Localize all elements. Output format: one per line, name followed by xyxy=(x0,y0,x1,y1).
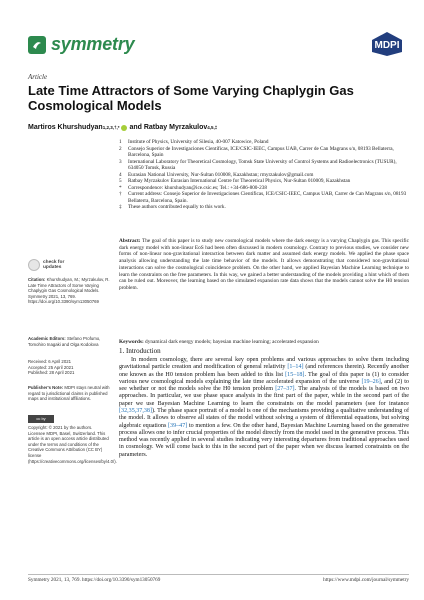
journal-name: symmetry xyxy=(51,34,135,54)
journal-header xyxy=(28,34,134,55)
publisher-note-text: MDPI stays neutral with regard to jurisdictional claims in published maps and institutional affiliations. xyxy=(28,385,110,402)
citation-link[interactable]: [32,35,37,38] xyxy=(119,407,153,414)
updates-label: updates xyxy=(43,265,62,270)
keywords xyxy=(119,339,409,346)
citation-block xyxy=(28,277,110,305)
affiliation-item: 5 Ratbay Myrzakulov Eurasian International Centre for Theoretical Physics, Nur-Sultan 010009, Kazakhstan xyxy=(119,178,351,184)
author-line xyxy=(28,124,217,131)
author-conjunction: and xyxy=(129,124,142,131)
affiliations xyxy=(119,139,409,211)
affiliation-item: 2 Consejo Superior de Investigaciones Científicas, ICE/CSIC-IEEC, Campus UAB, Carrer de Can Magrans s/n, 08193 Bellaterra, Barcelona, Spain xyxy=(119,145,394,158)
citation-label: Citation: xyxy=(28,277,46,282)
keywords-text: dynamical dark energy models; bayesian machine learning; accelerated expansion xyxy=(145,339,319,345)
author-marks: 4,5,‡ xyxy=(207,125,218,130)
svg-text:MDPI: MDPI xyxy=(374,40,400,51)
publisher-note xyxy=(28,385,110,402)
updates-icon xyxy=(28,259,40,271)
abstract-text: The goal of this paper is to study new cosmological models where the dark energy is a varying Chaplygin gas. This specific dark energy model with non-linear EoS had been often discussed in modern cosmology. Contrary to previous studies, we consider new forms of non-linear non-gravitational interaction between dark matter and assumed dark energy models. We applied the phase space analysis allowing understanding the late time behavior of the models. It allows demonstrating that considered non-gravitational interactions can solve the cosmological coincidence problem. On the other hand, we applied Bayesian Machine Learning technique to learn the constraints on the free parameters. In this way, we gained a better understanding of the models providing a hint which of them can be ruled out. Moreover, the learning based on the simulated expansion rate data shows that the models cannot solve the H0 tension problem. xyxy=(119,238,409,291)
copyright-text: Copyright: © 2021 by the authors. Licensee MDPI, Basel, Switzerland. This article is an open access article distributed under the terms and conditions of the Creative Commons Attribution (CC BY) license (https://creativecommons.org/licenses/by/4.0/). xyxy=(28,425,117,464)
section-heading: 1. Introduction xyxy=(119,347,161,355)
citation-link[interactable]: [27–37] xyxy=(275,386,295,393)
citation-link[interactable]: [1–14] xyxy=(287,364,304,371)
keywords-label: Keywords: xyxy=(119,339,144,345)
article-type: Article xyxy=(28,73,48,81)
journal-logo-icon xyxy=(28,36,46,54)
footer-divider xyxy=(28,574,409,575)
editors-text: Stefano Profumo, Tomohiro Inagaki and Olga Kodolova xyxy=(28,336,101,347)
citation-link[interactable]: [19–26] xyxy=(361,378,381,385)
affiliation-item: * Correspondence: khurshudyan@ice.csic.es; Tel.: +34-686-800-238 xyxy=(119,184,267,191)
publisher-note-label: Publisher's Note: xyxy=(28,385,64,390)
editors-label: Academic Editors: xyxy=(28,336,66,341)
affiliation-item: ‡ These authors contributed equally to this work. xyxy=(119,204,226,210)
date-published: Published: 28 April 2021 xyxy=(28,370,75,376)
affiliation-item: 4 Eurasian National University, Nur-Sultan 010008, Kazakhstan; rmyrzakulov@gmail.com xyxy=(119,171,314,178)
author-name[interactable]: Ratbay Myrzakulov xyxy=(143,124,208,131)
author-name[interactable]: Martiros Khurshudyan xyxy=(28,124,103,131)
author-marks: 1,2,3,†,* xyxy=(102,125,120,130)
editors-block xyxy=(28,336,110,347)
cc-license-icon[interactable]: cc by xyxy=(28,415,54,423)
citation-text[interactable]: Khurshudyan, M.; Myrzakulov, R. Late Time Attractors of Some Varying Chaplygin Gas Cosmological Models. Symmetry 2021, 13, 769. https://doi.org/10.3390/sym13050769 xyxy=(28,277,110,305)
introduction-body xyxy=(119,357,409,459)
mdpi-logo-icon xyxy=(370,31,404,57)
citation-link[interactable]: [15–18] xyxy=(285,371,305,378)
date-accepted: Accepted: 25 April 2021 xyxy=(28,364,74,370)
affiliation-item: 3 International Laboratory for Theoretical Cosmology, Tomsk State University of Control Systems and Radioelectronics (TUSUR), 634050 Tomsk, Russia xyxy=(119,158,397,171)
copyright-block xyxy=(28,415,117,464)
footer-citation[interactable]: Symmetry 2021, 13, 769. https://doi.org/10.3390/sym13050769 xyxy=(28,577,161,583)
footer-journal-url[interactable]: https://www.mdpi.com/journal/symmetry xyxy=(323,577,409,583)
updates-label: check for xyxy=(43,259,65,265)
abstract-label: Abstract: xyxy=(119,238,141,244)
citation-link[interactable]: [39–47] xyxy=(168,422,188,429)
affiliation-item: † Current address: Consejo Superior de Investigaciones Científicas, ICE/CSIC-IEEC, Campus UAB, Carrer de Can Magrans s/n, 08193 Bellaterra, Barcelona, Spain. xyxy=(119,191,407,204)
paper-title: Late Time Attractors of Some Varying Chaplygin Gas Cosmological Models xyxy=(28,83,354,113)
check-for-updates-button[interactable] xyxy=(28,259,64,271)
paragraph: In modern cosmology, there are several key open problems and various approaches to solve them including gravitational particle creation and modification of general relativity [1–14] (and references therein). Recently another one known as the H0 tension problem has been added to this list [15–18]. The goal of this paper is (1) to consider various new cosmological models explaining the late time accelerated expansion of the universe [19–26], and (2) to see whether or not the models solve the H0 tension problem [27–37]. The analysis of the models is based on two approaches. In particular, we use phase space analysis in the first part of the paper, while in the second part of the paper we use Bayesian Machine Learning to learn the constraints on the model parameters (see for instance [32,35,37,38]). The phase space portrait of a model is one of the mechanisms providing a qualitative understanding of the model. It allows to observe all states of the model without solving a system of differential equations, but solving algebraic equations [39–47] to mention a few. On the other hand, Bayesian Machine Learning based on the generative process allows one to infer crucial properties of the model directly from the model used in the generative process. This method was recently applied in several studies indicating very interesting departures from traditional approaches used in cosmology. We will come back to this in the second part of the paper when we discuss learned constraints on the parameters. xyxy=(119,357,410,458)
dates-block xyxy=(28,359,110,376)
abstract xyxy=(119,238,409,292)
affiliation-item: 1 Institute of Physics, University of Silesia, 40-007 Katowice, Poland xyxy=(119,139,269,145)
date-received: Received: 6 April 2021 xyxy=(28,359,71,364)
orcid-icon[interactable] xyxy=(121,125,127,131)
